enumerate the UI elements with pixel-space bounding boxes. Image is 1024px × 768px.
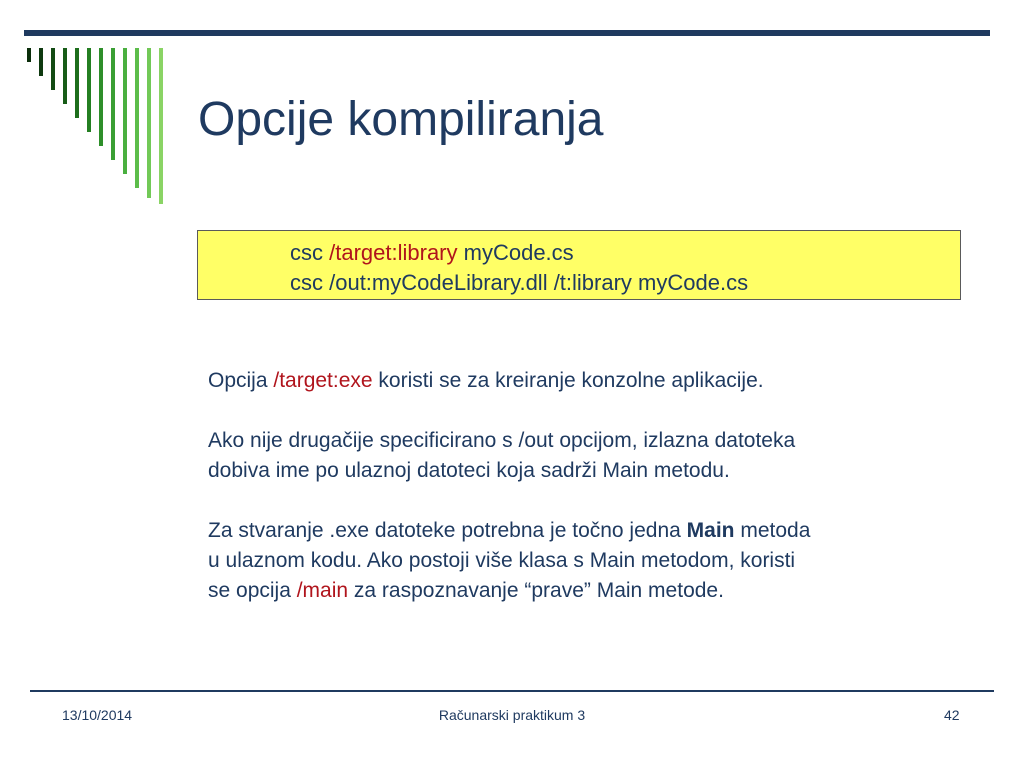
bottom-rule bbox=[30, 690, 994, 692]
p3-line-1a: Za stvaranje .exe datoteke potrebna je točno jedna bbox=[208, 519, 687, 542]
slide-number: 42 bbox=[944, 707, 960, 723]
p3-line-1b: metoda bbox=[734, 519, 811, 542]
code-line-1-prefix: csc bbox=[290, 240, 330, 265]
p3-line-3b: za raspoznavanje “prave” Main metode. bbox=[348, 579, 724, 602]
p3-line-2: u ulaznom kodu. Ako postoji više klasa s Main metodom, koristi bbox=[208, 549, 796, 572]
p2-line-2: dobiva ime po ulaznoj datoteci koja sadrži Main metodu. bbox=[208, 459, 730, 482]
p2-line-1: Ako nije drugačije specificirano s /out opcijom, izlazna datoteka bbox=[208, 429, 796, 452]
code-box bbox=[197, 230, 961, 300]
p1-text-b: koristi se za kreiranje konzolne aplikacije. bbox=[372, 369, 764, 392]
p1-option: /target:exe bbox=[273, 369, 373, 392]
p3-line-3a: se opcija bbox=[208, 579, 297, 602]
body-text bbox=[208, 366, 968, 636]
p3-main-bold: Main bbox=[686, 519, 735, 542]
footer-course: Računarski praktikum 3 bbox=[438, 707, 586, 723]
code-line-1-suffix: myCode.cs bbox=[457, 240, 574, 265]
paragraph-target-exe bbox=[208, 366, 968, 396]
paragraph-out-option bbox=[208, 426, 968, 486]
p1-text-a: Opcija bbox=[208, 369, 274, 392]
slide-title: Opcije kompiliranja bbox=[198, 93, 604, 146]
footer-date: 13/10/2014 bbox=[62, 707, 133, 723]
code-line-1-option: /target:library bbox=[329, 240, 458, 265]
decorative-stripes bbox=[0, 0, 180, 210]
code-line-2: csc /out:myCodeLibrary.dll /t:library myCode.cs bbox=[290, 270, 749, 295]
paragraph-main-option bbox=[208, 516, 968, 606]
code-line-1 bbox=[290, 238, 960, 268]
p3-main-option: /main bbox=[296, 579, 349, 602]
